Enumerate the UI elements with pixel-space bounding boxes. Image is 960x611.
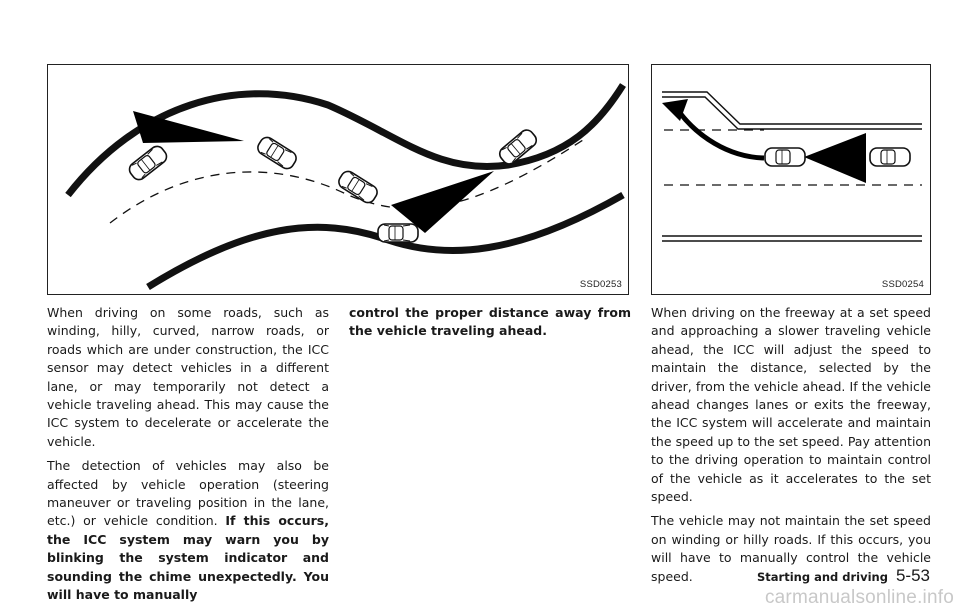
sensor-beam-left — [133, 111, 244, 143]
figure-freeway — [651, 64, 931, 295]
lane-change-arrow — [680, 113, 764, 158]
sensor-beam — [804, 133, 866, 183]
paragraph-text: The detection of vehicles may also be affected by vehicle operation (steering maneuver or traveling position in the lane, etc.) or vehicle condition. — [47, 458, 329, 529]
paragraph: The vehicle may not maintain the set speed on winding or hilly roads. If this occurs, you will have to manually control the vehicle speed. — [651, 513, 931, 584]
paragraph — [349, 304, 631, 341]
section-title: Starting and driving — [757, 570, 888, 584]
freeway-illustration — [652, 65, 930, 294]
page-number: 5-53 — [895, 566, 930, 585]
car-own-right — [378, 224, 418, 242]
car-own — [870, 148, 910, 166]
text-column-1 — [47, 304, 329, 611]
car-own-left — [255, 135, 298, 171]
paragraph — [47, 457, 329, 604]
car-lead — [765, 148, 805, 166]
warning-text: If this occurs, the ICC system may warn you by blinking the system indicator and sounding the chime unexpectedly. You will have to manually — [47, 513, 329, 603]
car-middle — [336, 169, 379, 205]
car-top-left — [127, 144, 170, 183]
page-footer — [757, 566, 930, 586]
figure-code: SSD0254 — [881, 279, 924, 290]
paragraph: When driving on the freeway at a set speed and approaching a slower traveling vehicle ahead, the ICC will adjust the speed to maintain the distance, selected by the driver, from the vehicle ahead. If the vehicle ahead changes lanes or exits the freeway, the ICC system will accelerate and maintain the speed up to the set speed. Pay attention to the driving operation to maintain control of the vehicle as it accelerates to the set speed. — [651, 305, 931, 505]
paragraph: When driving on some roads, such as winding, hilly, curved, narrow roads, or roads which are under construction, the ICC sensor may detect vehicles in a different lane, or may temporarily not detect a vehicle traveling ahead. This may cause the ICC system to decelerate or accelerate the vehicle. — [47, 305, 329, 449]
text-column-2 — [349, 304, 631, 347]
warning-text: control the proper distance away from the vehicle traveling ahead. — [349, 305, 631, 339]
winding-road-illustration — [48, 65, 628, 294]
figure-winding-road — [47, 64, 629, 295]
text-column-3 — [651, 304, 931, 592]
watermark: carmanualsonline.info — [764, 587, 954, 608]
figure-code: SSD0253 — [579, 279, 622, 290]
